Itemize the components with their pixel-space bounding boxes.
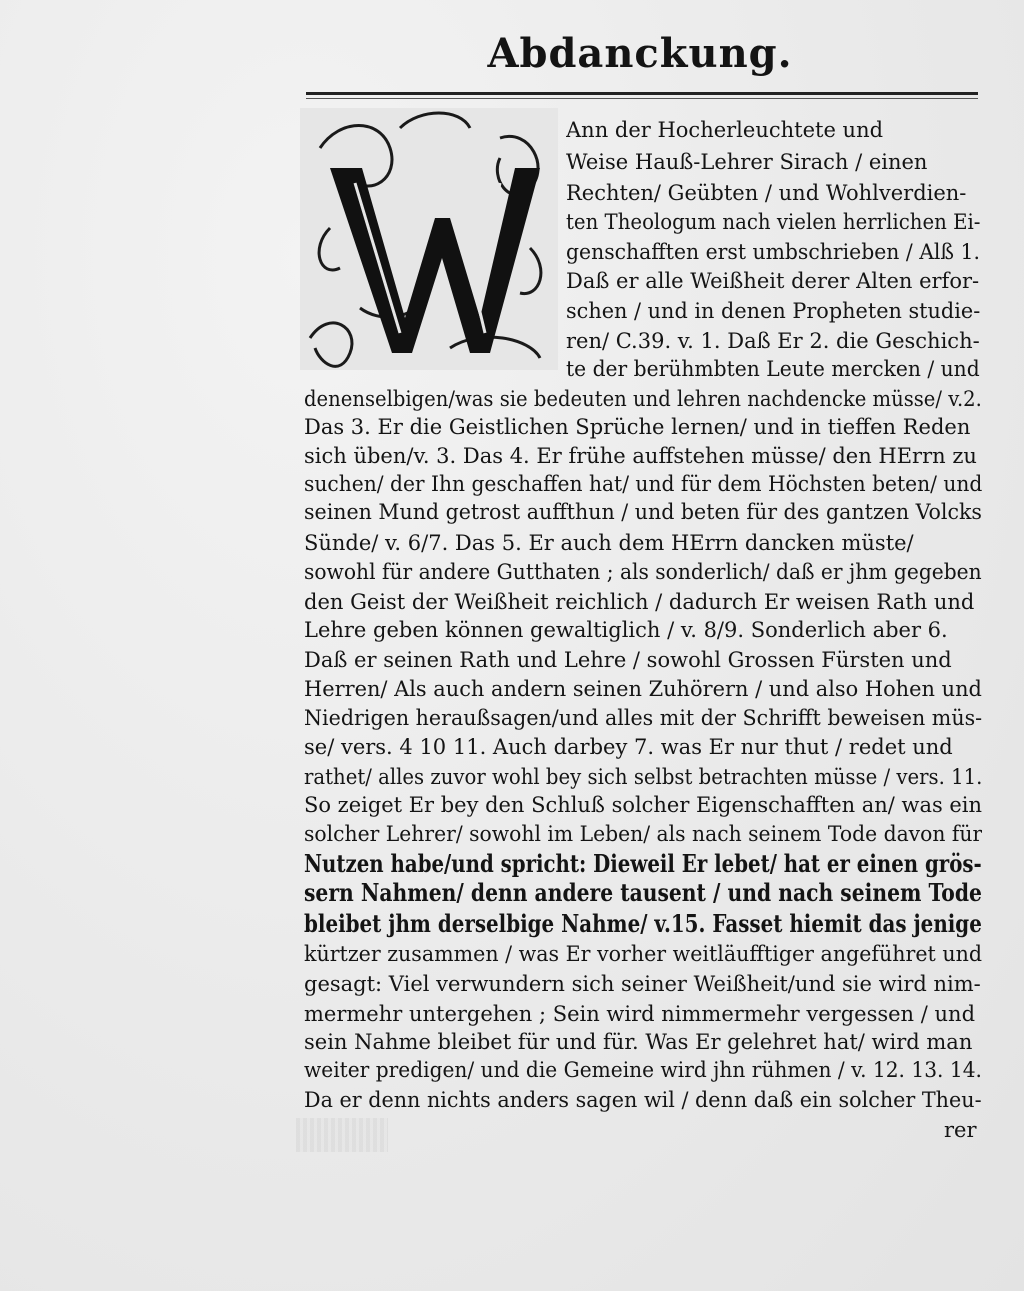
text-line: Daß er seinen Rath und Lehre / sowohl Grossen Fürsten und — [304, 648, 952, 672]
text-line: mermehr untergehen ; Sein wird nimmermehr vergessen / und — [304, 1002, 976, 1026]
text-line: se/ vers. 4 10 11. Auch darbey 7. was Er nur thut / redet und — [304, 735, 953, 759]
text-line: bleibet jhm derselbige Nahme/ v.15. Fasset hiemit das jenige — [304, 910, 982, 938]
text-line: suchen/ der Ihn geschaffen hat/ und für dem Höchsten beten/ und — [304, 472, 983, 496]
text-line: te der berühmbten Leute mercken / und — [566, 357, 980, 381]
text-line: ten Theologum nach vielen herrlichen Ei- — [566, 210, 981, 234]
text-line: Niedrigen heraußsagen/und alles mit der Schrifft beweisen müs- — [304, 706, 983, 730]
text-line: seinen Mund getrost auffthun / und beten für des gantzen Volcks — [304, 500, 982, 524]
text-line: rer — [944, 1118, 977, 1142]
text-line: Da er denn nichts anders sagen wil / denn daß ein solcher Theu- — [304, 1088, 982, 1112]
text-line: genschafften erst umbschrieben / Alß 1. — [566, 240, 980, 264]
text-line: gesagt: Viel verwundern sich seiner Weißheit/und sie wird nim- — [304, 972, 981, 996]
page-heading: Abdanckung. — [487, 30, 793, 77]
heading-rule — [306, 92, 978, 95]
text-line: Daß er alle Weißheit derer Alten erfor- — [566, 269, 980, 293]
text-line: sowohl für andere Gutthaten ; als sonderlich/ daß er jhm gegeben — [304, 560, 982, 584]
text-line: weiter predigen/ und die Gemeine wird jhn rühmen / v. 12. 13. 14. — [304, 1058, 982, 1082]
heading-rule-thin — [306, 98, 978, 99]
text-line: sern Nahmen/ denn andere tausent / und nach seinem Tode — [304, 879, 982, 907]
text-line: Ann der Hocherleuchtete und — [566, 118, 884, 142]
text-line: schen / und in denen Propheten studie- — [566, 299, 980, 323]
text-line: sich üben/v. 3. Das 4. Er frühe auffstehen müsse/ den HErrn zu — [304, 444, 977, 468]
ghost-bleedthrough — [296, 1118, 388, 1152]
text-line: solcher Lehrer/ sowohl im Leben/ als nach seinem Tode davon für — [304, 822, 983, 846]
text-line: Rechten/ Geübten / und Wohlverdien- — [566, 181, 967, 205]
text-line: rathet/ alles zuvor wohl bey sich selbst betrachten müsse / vers. 11. — [304, 765, 983, 789]
text-line: ren/ C.39. v. 1. Daß Er 2. die Geschich- — [566, 329, 980, 353]
text-line: Lehre geben können gewaltiglich / v. 8/9. Sonderlich aber 6. — [304, 618, 948, 642]
text-line: kürtzer zusammen / was Er vorher weitläufftiger angeführet und — [304, 942, 983, 966]
text-line: Herren/ Als auch andern seinen Zuhörern / und also Hohen und — [304, 677, 982, 701]
text-line: Nutzen habe/und spricht: Dieweil Er lebet/ hat er einen grös- — [304, 850, 982, 878]
text-line: den Geist der Weißheit reichlich / dadurch Er weisen Rath und — [304, 590, 975, 614]
text-line: sein Nahme bleibet für und für. Was Er gelehret hat/ wird man — [304, 1030, 973, 1054]
decorated-initial-w — [300, 108, 558, 370]
text-line: Weise Hauß-Lehrer Sirach / einen — [566, 150, 928, 174]
text-line: So zeiget Er bey den Schluß solcher Eigenschafften an/ was ein — [304, 793, 982, 817]
text-line: Sünde/ v. 6/7. Das 5. Er auch dem HErrn dancken müste/ — [304, 531, 914, 555]
text-line: Das 3. Er die Geistlichen Sprüche lernen/ und in tieffen Reden — [304, 415, 971, 439]
text-line: denenselbigen/was sie bedeuten und lehren nachdencke müsse/ v.2. — [304, 387, 982, 411]
